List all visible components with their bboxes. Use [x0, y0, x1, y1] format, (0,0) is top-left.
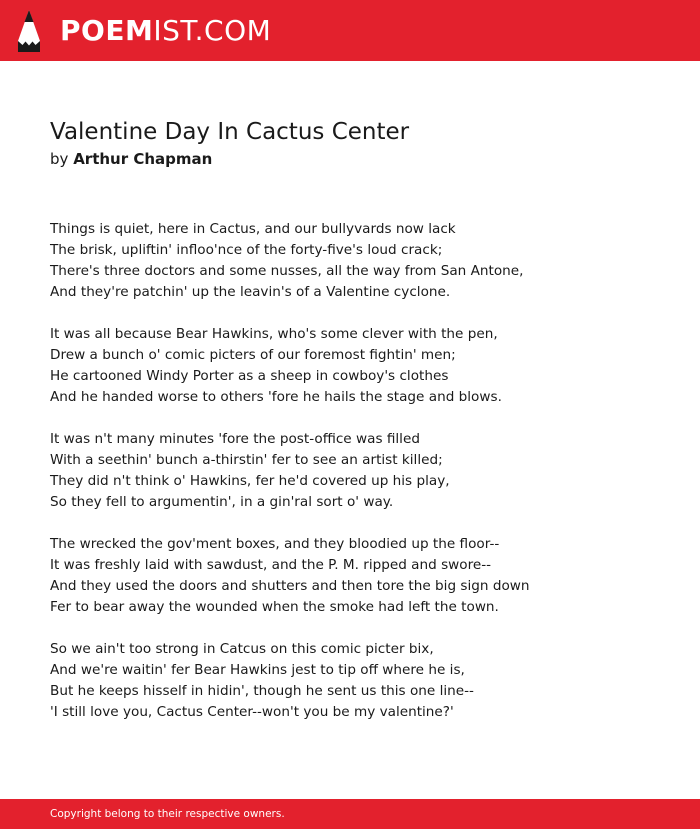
footer-bar	[0, 799, 700, 829]
poem-line: With a seethin' bunch a-thirstin' fer to see an artist killed;	[50, 452, 443, 468]
stanza	[50, 219, 670, 303]
poem-line: Fer to bear away the wounded when the smoke had left the town.	[50, 599, 499, 615]
poem-line: And we're waitin' fer Bear Hawkins jest to tip off where he is,	[50, 662, 465, 678]
byline-prefix: by	[50, 150, 69, 168]
poem-line: Drew a bunch o' comic picters of our foremost fightin' men;	[50, 347, 456, 363]
stanza	[50, 429, 670, 513]
stanza	[50, 639, 670, 723]
site-logo-link[interactable]	[16, 9, 271, 53]
poem-line: There's three doctors and some nusses, all the way from San Antone,	[50, 263, 524, 279]
poem-line: It was freshly laid with sawdust, and the P. M. ripped and swore--	[50, 557, 492, 573]
header-bar	[0, 0, 700, 61]
poem-line: Things is quiet, here in Cactus, and our bullyvards now lack	[50, 221, 456, 237]
site-logo-text	[60, 9, 271, 53]
copyright-notice: Copyright belong to their respective owners.	[50, 808, 285, 820]
poem-line: But he keeps hisself in hidin', though he sent us this one line--	[50, 683, 474, 699]
poem-line: The brisk, upliftin' infloo'nce of the forty-five's loud crack;	[50, 242, 443, 258]
pencil-icon	[16, 9, 42, 53]
logo-light-text: IST.COM	[153, 14, 272, 47]
poem-line: And they used the doors and shutters and then tore the big sign down	[50, 578, 530, 594]
poem-line: The wrecked the gov'ment boxes, and they bloodied up the floor--	[50, 536, 500, 552]
logo-bold-text: POEM	[60, 14, 154, 47]
poem-line: They did n't think o' Hawkins, fer he'd covered up his play,	[50, 473, 450, 489]
poem-title: Valentine Day In Cactus Center	[50, 119, 410, 145]
poem-line: And he handed worse to others 'fore he hails the stage and blows.	[50, 389, 502, 405]
stanza	[50, 534, 670, 618]
poem-line: It was all because Bear Hawkins, who's some clever with the pen,	[50, 326, 498, 342]
poem-line: It was n't many minutes 'fore the post-office was filled	[50, 431, 420, 447]
byline	[50, 148, 212, 170]
poem-line: He cartooned Windy Porter as a sheep in cowboy's clothes	[50, 368, 449, 384]
author-name: Arthur Chapman	[73, 150, 213, 168]
poem-line: So we ain't too strong in Catcus on this comic picter bix,	[50, 641, 434, 657]
poem-body	[50, 219, 670, 744]
poem-line: 'I still love you, Cactus Center--won't you be my valentine?'	[50, 704, 454, 720]
poem-line: So they fell to argumentin', in a gin'ral sort o' way.	[50, 494, 394, 510]
poem-line: And they're patchin' up the leavin's of a Valentine cyclone.	[50, 284, 451, 300]
stanza	[50, 324, 670, 408]
